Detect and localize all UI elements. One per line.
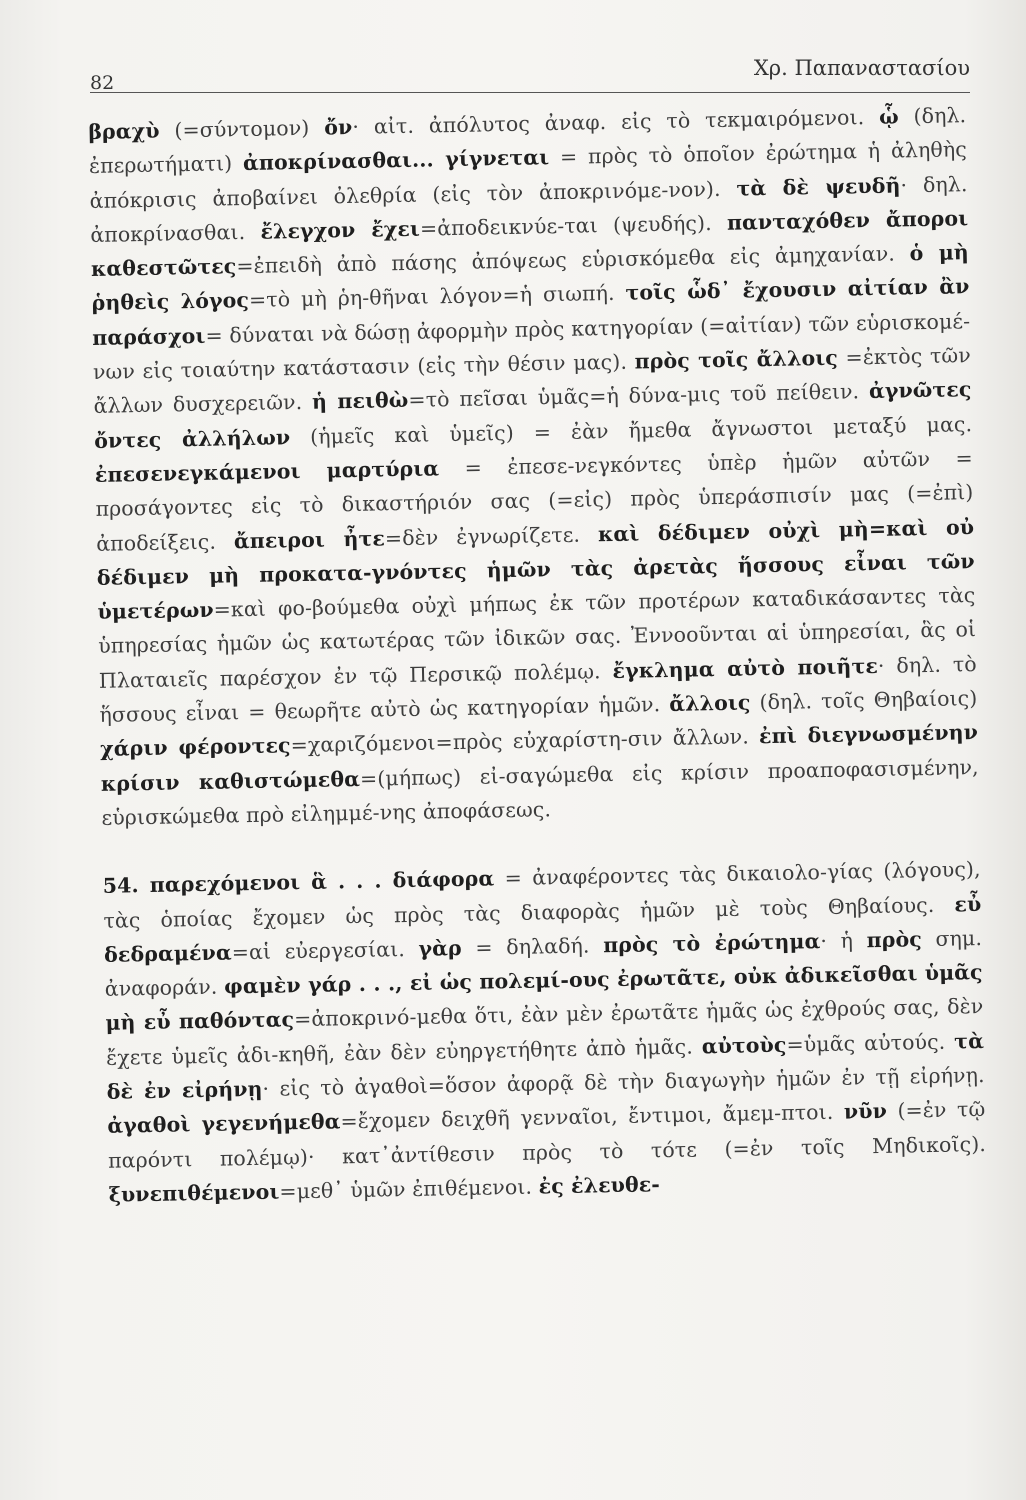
lemma-term: ἐπεσενεγκάμενοι μαρτύρια [94,456,440,487]
gloss-text: (=ἐν τῷ παρόντι πολέμῳ)· κατ᾽ἀντίθεσιν πρὸς τὸ τότε (=ἐν τοῖς Μηδικοῖς). [107,1097,987,1173]
gloss-text: = ἐπεσε-νεγκόντες ὑπὲρ ἡμῶν αὐτῶν = προσάγοντες εἰς τὸ δικαστήριόν σας (=εἰς) πρὸς ὑπεράσπισίν μας (=ἐπὶ) ἀποδείξεις. [95,446,974,556]
gloss-text: · ἡ [820,928,867,953]
lemma-term: φαμὲν γάρ . . ., εἰ ὡς πολεμί-ους ἐρωτᾶτε, οὐκ ἀδικεῖσθαι ὑμᾶς μὴ εὖ παθόντας [105,960,983,1036]
lemma-term: ἔλεγχον ἔχει [260,216,421,244]
lemma-term: πρὸς [866,926,923,953]
gloss-text: =αἱ εὐεργεσίαι. [231,936,419,965]
gloss-text: =χαριζόμενοι=πρὸς εὐχαρίστη-σιν ἄλλων. [290,724,760,758]
gloss-text: σημ. ἀναφοράν. [104,925,983,1001]
gloss-text: =καὶ φο-βούμεθα οὐχὶ μήπως ἐκ τῶν προτέρων καταδικάσαντες τὰς ὑπηρεσίας ἡμῶν ὡς κατωτέρας τῶν ἰδικῶν σας. Ἐννοοῦνται αἱ ὑπηρεσίαι, ἃς οἱ Πλαταιεῖς παρέσχον ἐν τῷ Περσικῷ πολέμῳ. [97,583,977,693]
lemma-term: καὶ δέδιμεν οὐχὶ μὴ=καὶ οὐ δέδιμεν μὴ προκατα-γνόντες ἡμῶν τὰς ἀρετὰς ἥσσους εἶναι τῶν ὑμετέρων [96,514,975,625]
gloss-text: =τὸ μὴ ῥη-θῆναι λόγον=ἡ σιωπή. [248,281,626,313]
gloss-text: =ἐκτὸς τῶν ἄλλων δυσχερειῶν. [93,343,972,419]
lemma-term: βραχὺ [88,118,160,144]
lemma-term: τοῖς ὧδ᾽ ἔχουσιν αἰτίαν ἂν παράσχοι [92,274,970,350]
gloss-text: (δηλ. ἐπερωτήματι) [88,103,967,179]
lemma-term: χάριν φέροντες [99,733,291,762]
lemma-term: 54. παρεχόμενοι ἃ . . . διάφορα [102,866,495,899]
gloss-text: (δηλ. τοῖς Θηβαίοις) [750,686,978,715]
gloss-text: (=σύντομον) [159,115,325,143]
gloss-text: =δὲν ἐγνωρίζετε. [384,521,599,550]
gloss-text: =(μήπως) εἰ-σαγώμεθα εἰς κρίσιν προαποφασισμένην, εὑρισκώμεθα πρὸ εἰλημμέ-νης ἀποφάσεως. [101,754,979,830]
gloss-text: =ὑμᾶς αὐτούς. [786,1029,955,1057]
gloss-text: =ἔχομεν δειχθῆ γενναῖοι, ἔντιμοι, ἄμεμ-πτοι. [340,1099,845,1134]
commentary-paragraph [88,98,980,835]
lemma-term: ὄν [324,114,353,140]
gloss-text: =μεθ᾽ ὑμῶν ἐπιθέμενοι. [279,1174,539,1204]
lemma-term: ἀγνῶτες ὄντες ἀλλήλων [94,377,972,453]
lemma-term: ὁ μὴ ῥηθεὶς λόγος [91,240,970,316]
lemma-term: ἐπὶ διεγνωσμένην κρίσιν καθιστώμεθα [100,720,979,796]
lemma-term: ἄπειροι ἦτε [233,525,386,553]
gloss-text: · αἰτ. ἀπόλυτος ἀναφ. εἰς τὸ τεκμαιρόμενοι. [352,104,880,139]
gloss-text: =τὸ πεῖσαι ὑμᾶς=ἡ δύνα-μις τοῦ πείθειν. [408,379,870,413]
lemma-term: ἀποκρίνασθαι... γίγνεται [242,145,550,176]
lemma-term: πανταχόθεν ἄποροι καθεστῶτες [90,206,969,282]
gloss-text: · δηλ. ἀποκρίνασθαι. [90,171,968,247]
gloss-text: = ἀναφέροντες τὰς δικαιολο-γίας (λόγους), τὰς ὁποίας ἔχομεν ὡς πρὸς τὰς διαφορὰς ἡμῶν μὲ τοὺς Θηβαίους. [103,857,981,933]
gloss-text: = δύναται νὰ δώσῃ ἀφορμὴν πρὸς κατηγορίαν (=αἰτίαν) τῶν εὑρισκομέ-νων εἰς τοιαύτην κατάστασιν (εἰς τὴν θέσιν μας). [92,308,971,385]
gloss-text: =ἐπειδὴ ἀπὸ πάσης ἀπόψεως εὑρισκόμεθα εἰς ἀμηχανίαν. [236,241,910,279]
lemma-term: τὰ δὲ ἐν εἰρήνῃ [106,1028,985,1104]
lemma-term: γὰρ [418,935,462,961]
gloss-text: =ἀποκρινό-μεθα ὅτι, ἐὰν μὲν ἐρωτᾶτε ἡμᾶς ὡς ἐχθρούς σας, δὲν ἔχετε ὑμεῖς ἀδι-κηθῆ, ἐὰν δὲν εὐηργετήθητε ἀπὸ ἡμᾶς. [105,994,984,1070]
gloss-text: = πρὸς τὸ ὁποῖον ἐρώτημα ἡ ἀληθὴς ἀπόκρισις ἀποβαίνει ὀλεθρία (εἰς τὸν ἀποκρινόμε-νον). [89,137,968,213]
page-header [90,52,970,93]
gloss-text: (ἡμεῖς καὶ ὑμεῖς) = ἐὰν ἤμεθα ἄγνωστοι μεταξύ μας. [289,411,973,449]
lemma-term: αὐτοὺς [701,1032,787,1059]
lemma-term: ᾧ [878,104,899,129]
running-head: Χρ. Παπαναστασίου [753,56,970,80]
lemma-term: ἔγκλημα αὐτὸ ποιῆτε [612,653,879,683]
lemma-term: πρὸς τὸ ἐρώτημα [602,928,821,958]
lemma-term: ἡ πειθὼ [311,388,409,415]
lemma-term: ξυνεπιθέμενοι [108,1179,280,1207]
gloss-text: · εἰς τὸ ἀγαθοὶ=ὅσον ἀφορᾷ δὲ τὴν διαγωγὴν ἡμῶν ἐν τῇ εἰρήνῃ. [262,1062,985,1101]
gloss-text: = δηλαδή. [461,933,604,960]
lemma-term: εὖ δεδραμένα [103,891,982,967]
commentary-paragraph [102,852,986,1212]
gloss-text: =ἀποδεικνύε-ται (ψευδής). [419,210,728,241]
lemma-term: ἄλλοις [669,690,751,716]
lemma-term: πρὸς τοῖς ἄλλοις [634,345,839,374]
lemma-term: ἐς ἐλευθε- [538,1172,661,1199]
lemma-term: τὰ δὲ ψευδῆ [736,173,901,201]
lemma-term: ἀγαθοὶ γεγενήμεθα [107,1109,341,1139]
commentary-body [88,98,987,1212]
page-number: 82 [90,72,115,94]
gloss-text: · δηλ. τὸ ἥσσους εἶναι = θεωρῆτε αὐτὸ ὡς κατηγορίαν ἡμῶν. [99,651,977,727]
lemma-term: νῦν [843,1099,888,1124]
